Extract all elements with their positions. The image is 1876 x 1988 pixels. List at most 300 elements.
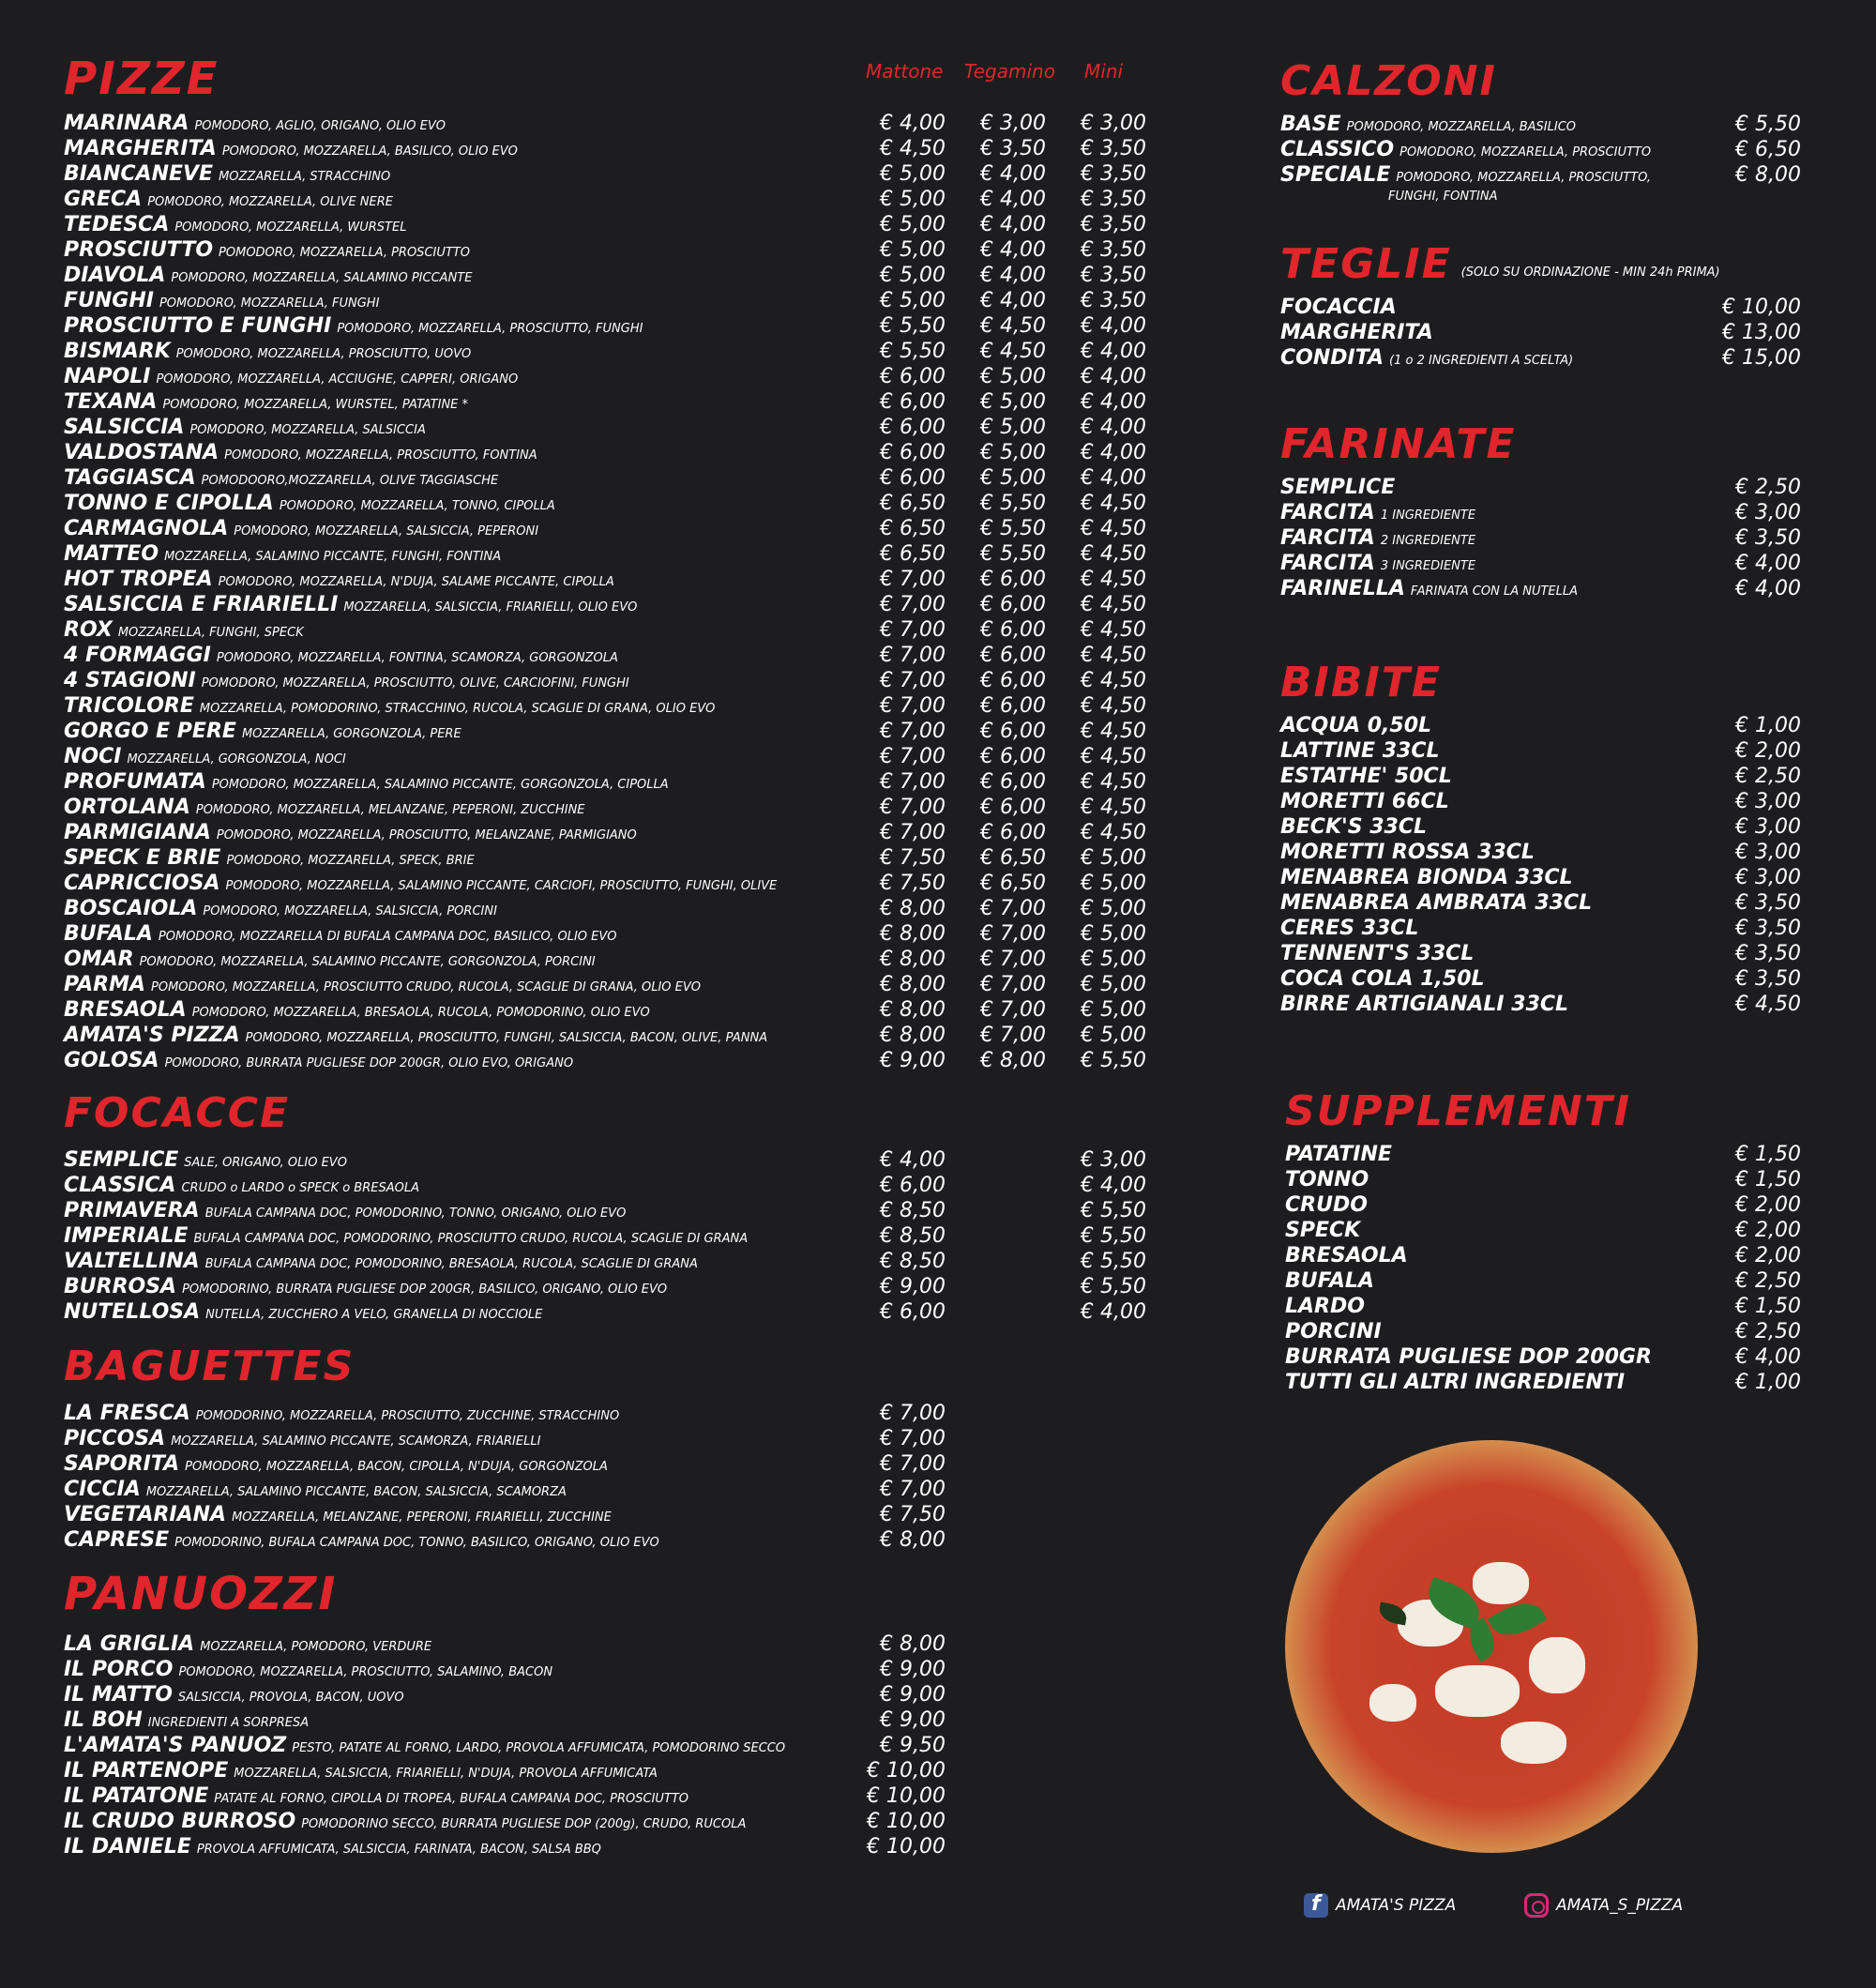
item-name: IL DANIELE xyxy=(64,1835,191,1859)
item-price: € 1,50 xyxy=(1735,1295,1801,1318)
item-price: € 2,00 xyxy=(1735,1244,1801,1267)
menu-row xyxy=(64,541,1161,567)
item-price: € 6,00 xyxy=(980,821,1046,844)
item-description: PESTO, PATATE AL FORNO, LARDO, PROVOLA AFFUMICATA, POMODORINO SECCO xyxy=(292,1741,786,1755)
item-description: POMODORO, MOZZARELLA, SPECK, BRIE xyxy=(226,854,475,868)
item-price: € 4,50 xyxy=(1081,770,1146,794)
item-description: POMODORO, MOZZARELLA, N'DUJA, SALAME PICCANTE, CIPOLLA xyxy=(218,575,614,589)
item-description: POMODORO, MOZZARELLA, PROSCIUTTO, UOVO xyxy=(175,347,472,361)
teglie-title: TEGLIE xyxy=(1280,240,1452,288)
instagram-icon xyxy=(1524,1893,1549,1918)
item-name: NUTELLOSA xyxy=(64,1300,201,1324)
item-description: MOZZARELLA, MELANZANE, PEPERONI, FRIARIELLI, ZUCCHINE xyxy=(232,1510,612,1525)
item-name: MORETTI ROSSA 33CL xyxy=(1280,841,1535,864)
item-name: GRECA xyxy=(64,188,143,211)
item-price: € 4,00 xyxy=(1081,340,1146,363)
item-name: IL PARTENOPE xyxy=(64,1759,229,1783)
item-description: POMODORO, MOZZARELLA, FUNGHI xyxy=(159,296,380,311)
menu-row xyxy=(64,1023,1161,1048)
item-price: € 10,00 xyxy=(1722,296,1801,319)
item-price: € 4,00 xyxy=(980,213,1046,236)
item-description: MOZZARELLA, POMODORO, VERDURE xyxy=(200,1640,432,1654)
item-name: TENNENT'S 33CL xyxy=(1280,942,1475,965)
menu-row xyxy=(64,947,1161,972)
item-price: € 6,50 xyxy=(1735,138,1801,161)
menu-row xyxy=(64,1758,1161,1783)
menu-row xyxy=(64,136,1161,161)
item-name: IL PATATONE xyxy=(64,1784,209,1808)
item-price: € 4,50 xyxy=(880,137,946,160)
item-description: POMODORO, MOZZARELLA, PROSCIUTTO CRUDO, RUCOLA, SCAGLIE DI GRANA, OLIO EVO xyxy=(151,980,702,994)
item-price: € 4,00 xyxy=(1735,577,1801,600)
item-price: € 9,50 xyxy=(880,1734,946,1757)
item-price: € 5,00 xyxy=(1081,1024,1146,1047)
item-price: € 3,50 xyxy=(1081,213,1146,236)
menu-row xyxy=(64,1502,1161,1527)
item-price: € 4,00 xyxy=(1735,1345,1801,1369)
menu-row xyxy=(64,263,1161,288)
item-name: BRESAOLA xyxy=(64,998,187,1022)
item-price: € 7,00 xyxy=(980,998,1046,1022)
item-description: POMODORO, MOZZARELLA, PROSCIUTTO, FUNGHI, SALSICCIA, BACON, OLIVE, PANNA xyxy=(245,1031,768,1045)
item-description: POMODORO, MOZZARELLA, SALAMINO PICCANTE, GORGONZOLA, PORCINI xyxy=(139,955,596,969)
item-description: POMODORO, BURRATA PUGLIESE DOP 200GR, OLIO EVO, ORIGANO xyxy=(164,1056,574,1070)
item-price: € 7,00 xyxy=(880,1452,946,1476)
item-name: PATATINE xyxy=(1285,1143,1392,1166)
menu-row xyxy=(64,1657,1161,1682)
item-description: POMODORINO SECCO, BURRATA PUGLIESE DOP (200g), CRUDO, RUCOLA xyxy=(301,1817,747,1831)
menu-row xyxy=(1280,840,1806,865)
item-price: € 9,00 xyxy=(880,1683,946,1707)
item-price: € 6,00 xyxy=(880,1174,946,1197)
item-description: MOZZARELLA, STRACCHINO xyxy=(219,170,391,184)
farinate-title: FARINATE xyxy=(1280,420,1517,468)
item-description: CRUDO o LARDO o SPECK o BRESAOLA xyxy=(181,1181,419,1195)
baguettes-title: BAGUETTES xyxy=(64,1343,356,1390)
item-name: MARGHERITA xyxy=(1280,321,1433,344)
item-name: BISMARK xyxy=(64,340,171,363)
item-description: POMODORO, MOZZARELLA, PROSCIUTTO, FUNGHI xyxy=(337,322,643,336)
item-price: € 4,00 xyxy=(980,238,1046,262)
item-price: € 4,50 xyxy=(1735,993,1801,1016)
menu-row-continued xyxy=(1280,188,1806,206)
menu-row xyxy=(64,719,1161,744)
item-price: € 8,00 xyxy=(880,973,946,996)
item-price: € 6,00 xyxy=(980,669,1046,692)
item-price: € 9,00 xyxy=(880,1049,946,1072)
menu-row xyxy=(1280,916,1806,941)
focacce-title: FOCACCE xyxy=(64,1089,291,1137)
menu-row xyxy=(64,313,1161,339)
item-name: BURROSA xyxy=(64,1275,177,1298)
item-price: € 3,50 xyxy=(1735,942,1801,965)
item-name: BECK'S 33CL xyxy=(1280,815,1428,839)
item-description: MOZZARELLA, GORGONZOLA, NOCI xyxy=(127,752,346,766)
menu-row xyxy=(1280,345,1806,371)
menu-row xyxy=(64,389,1161,415)
menu-row xyxy=(1280,475,1806,500)
item-price: € 6,00 xyxy=(880,365,946,388)
menu-row xyxy=(64,693,1161,719)
menu-row xyxy=(64,845,1161,871)
pizze-list xyxy=(64,111,1161,1073)
menu-row xyxy=(64,187,1161,212)
menu-row xyxy=(64,1707,1161,1733)
bibite-list xyxy=(1280,713,1806,1017)
item-price: € 5,50 xyxy=(980,517,1046,540)
item-name: TONNO E CIPOLLA xyxy=(64,492,274,515)
item-price: € 2,50 xyxy=(1735,476,1801,499)
item-price: € 7,00 xyxy=(980,897,1046,920)
item-price: € 7,00 xyxy=(880,644,946,667)
item-price: € 4,00 xyxy=(1081,416,1146,439)
item-price: € 5,50 xyxy=(1735,113,1801,136)
calzoni-title: CALZONI xyxy=(1280,57,1497,105)
menu-row xyxy=(64,643,1161,668)
supplementi-section xyxy=(1285,1087,1806,1395)
item-price: € 6,50 xyxy=(880,492,946,515)
item-price: € 3,00 xyxy=(1735,841,1801,864)
item-name: PROSCIUTTO E FUNGHI xyxy=(64,314,332,338)
item-price: € 7,00 xyxy=(880,796,946,819)
item-description: BUFALA CAMPANA DOC, POMODORINO, TONNO, ORIGANO, OLIO EVO xyxy=(204,1206,627,1221)
item-name: CRUDO xyxy=(1285,1193,1368,1217)
menu-row xyxy=(64,567,1161,592)
item-price: € 1,00 xyxy=(1735,714,1801,737)
item-name: PROSCIUTTO xyxy=(64,238,214,262)
item-description: POMODORO, MOZZARELLA, ACCIUGHE, CAPPERI, ORIGANO xyxy=(156,372,519,387)
menu-row xyxy=(1280,966,1806,992)
item-name: IMPERIALE xyxy=(64,1224,189,1248)
item-description: POMODORO, MOZZARELLA, SALSICCIA, PORCINI xyxy=(203,904,497,918)
item-description: BUFALA CAMPANA DOC, POMODORINO, BRESAOLA, RUCOLA, SCAGLIE DI GRANA xyxy=(204,1257,698,1271)
menu-row xyxy=(1285,1218,1806,1243)
item-name: SEMPLICE xyxy=(64,1148,179,1172)
item-name: IL BOH xyxy=(64,1708,143,1732)
menu-row xyxy=(1280,295,1806,320)
menu-row xyxy=(1285,1268,1806,1294)
item-name: TRICOLORE xyxy=(64,694,194,718)
item-price: € 5,00 xyxy=(1081,872,1146,895)
item-name: IL PORCO xyxy=(64,1658,174,1681)
item-description: SALE, ORIGANO, OLIO EVO xyxy=(184,1156,347,1170)
item-name: FOCACCIA xyxy=(1280,296,1397,319)
item-price: € 6,50 xyxy=(980,846,1046,870)
item-name: ESTATHE' 50CL xyxy=(1280,765,1452,788)
item-description: POMODORO, MOZZARELLA, WURSTEL xyxy=(174,220,407,235)
item-name: ORTOLANA xyxy=(64,796,190,819)
item-description: POMODORO, MOZZARELLA, BACON, CIPOLLA, N'DUJA, GORGONZOLA xyxy=(185,1460,608,1474)
supplementi-list xyxy=(1285,1142,1806,1395)
item-name: LA FRESCA xyxy=(64,1402,190,1425)
item-name: BOSCAIOLA xyxy=(64,897,198,920)
item-name: CLASSICO xyxy=(1280,138,1395,161)
menu-row xyxy=(64,465,1161,491)
item-price: € 4,50 xyxy=(1081,542,1146,566)
item-price: € 5,50 xyxy=(880,314,946,338)
item-price: € 3,50 xyxy=(1081,137,1146,160)
menu-row xyxy=(64,111,1161,136)
item-price: € 7,50 xyxy=(880,1503,946,1526)
menu-row xyxy=(64,1173,1161,1198)
item-name: BRESAOLA xyxy=(1285,1244,1408,1267)
item-price: € 3,50 xyxy=(1081,289,1146,312)
item-description: POMODORO, MOZZARELLA, TONNO, CIPOLLA xyxy=(279,499,555,513)
instagram-link[interactable] xyxy=(1524,1893,1683,1918)
item-price: € 6,50 xyxy=(880,542,946,566)
item-name: NAPOLI xyxy=(64,365,151,388)
item-price: € 5,00 xyxy=(880,264,946,287)
item-price: € 15,00 xyxy=(1722,346,1801,370)
item-price: € 6,00 xyxy=(880,466,946,490)
item-price: € 5,00 xyxy=(880,162,946,186)
farinate-section xyxy=(1280,420,1806,601)
item-name: ROX xyxy=(64,618,113,642)
item-price: € 6,00 xyxy=(980,593,1046,616)
item-description: POMODORO, MOZZARELLA, SALSICCIA xyxy=(189,423,426,437)
item-description: POMODORO, MOZZARELLA, SALAMINO PICCANTE, GORGONZOLA, CIPOLLA xyxy=(211,778,669,792)
item-price: € 5,00 xyxy=(1081,948,1146,971)
item-price: € 7,00 xyxy=(880,1427,946,1450)
item-description: POMODORO, MOZZARELLA, PROSCIUTTO xyxy=(1399,145,1652,159)
item-price: € 6,50 xyxy=(880,517,946,540)
item-price: € 5,00 xyxy=(880,238,946,262)
item-name: MATTEO xyxy=(64,542,159,566)
item-price: € 6,00 xyxy=(880,441,946,464)
item-price: € 6,00 xyxy=(980,644,1046,667)
item-price: € 4,00 xyxy=(1081,365,1146,388)
item-name: TEXANA xyxy=(64,390,158,414)
item-price: € 5,50 xyxy=(1081,1275,1146,1298)
menu-row xyxy=(1285,1344,1806,1370)
item-price: € 8,50 xyxy=(880,1199,946,1222)
menu-row xyxy=(1280,162,1806,188)
item-price: € 7,00 xyxy=(980,973,1046,996)
item-price: € 1,00 xyxy=(1735,1371,1801,1394)
menu-row xyxy=(1280,865,1806,890)
item-price: € 6,00 xyxy=(980,745,1046,768)
item-name: ACQUA 0,50L xyxy=(1280,714,1432,737)
item-price: € 3,50 xyxy=(1735,891,1801,915)
item-price: € 5,00 xyxy=(980,466,1046,490)
item-price: € 4,00 xyxy=(980,289,1046,312)
item-name: TEDESCA xyxy=(64,213,170,236)
item-name: MARGHERITA xyxy=(64,137,217,160)
item-price: € 5,00 xyxy=(980,365,1046,388)
item-name: CAPRICCIOSA xyxy=(64,872,220,895)
menu-row xyxy=(64,1147,1161,1173)
menu-row xyxy=(64,1733,1161,1758)
item-price: € 7,00 xyxy=(880,770,946,794)
item-price: € 3,50 xyxy=(1081,264,1146,287)
item-price: € 8,50 xyxy=(880,1250,946,1273)
item-price: € 7,00 xyxy=(980,948,1046,971)
item-price: € 6,00 xyxy=(880,390,946,414)
item-price: € 7,00 xyxy=(880,669,946,692)
menu-row xyxy=(1280,500,1806,525)
menu-row xyxy=(1280,576,1806,601)
pizze-title: PIZZE xyxy=(64,53,219,105)
item-price: € 1,50 xyxy=(1735,1168,1801,1191)
menu-row xyxy=(1280,764,1806,789)
menu-row xyxy=(1280,941,1806,966)
calzoni-list xyxy=(1280,112,1806,206)
margherita-pizza-photo xyxy=(1285,1440,1698,1853)
item-price: € 5,00 xyxy=(980,390,1046,414)
menu-row xyxy=(64,440,1161,465)
item-name: SPECIALE xyxy=(1280,163,1391,187)
facebook-handle: AMATA'S PIZZA xyxy=(1336,1896,1457,1915)
item-description: POMODORO, MOZZARELLA, WURSTEL, PATATINE * xyxy=(162,398,469,412)
item-name: SAPORITA xyxy=(64,1452,180,1476)
item-name: BIRRE ARTIGIANALI 33CL xyxy=(1280,993,1569,1016)
item-description: POMODORO, MOZZARELLA, SALSICCIA, PEPERONI xyxy=(234,524,539,539)
item-name: FARCITA xyxy=(1280,501,1375,524)
menu-row xyxy=(1285,1167,1806,1192)
menu-row xyxy=(1280,789,1806,814)
teglie-note: (SOLO SU ORDINAZIONE - MIN 24h PRIMA) xyxy=(1460,266,1720,280)
item-description: POMODORO, MOZZARELLA, BASILICO xyxy=(1346,120,1577,134)
item-description: (1 o 2 INGREDIENTI A SCELTA) xyxy=(1389,354,1574,368)
menu-row xyxy=(64,339,1161,364)
item-price: € 6,00 xyxy=(880,1300,946,1324)
item-price: € 6,00 xyxy=(880,416,946,439)
item-price: € 3,50 xyxy=(1081,238,1146,262)
item-price: € 7,00 xyxy=(880,568,946,591)
item-price: € 3,00 xyxy=(1081,1148,1146,1172)
item-price: € 5,00 xyxy=(1081,922,1146,946)
item-price: € 4,50 xyxy=(1081,821,1146,844)
item-description: POMODORO, MOZZARELLA, PROSCIUTTO, SALAMINO, BACON xyxy=(178,1665,553,1679)
item-price: € 1,50 xyxy=(1735,1143,1801,1166)
item-price: € 3,00 xyxy=(980,112,1046,135)
item-description: PROVOLA AFFUMICATA, SALSICCIA, FARINATA, BACON, SALSA BBQ xyxy=(196,1843,601,1857)
item-price: € 3,50 xyxy=(1735,526,1801,550)
item-description-continued: FUNGHI, FONTINA xyxy=(1388,190,1498,204)
item-name: PRIMAVERA xyxy=(64,1199,200,1222)
item-name: BIANCANEVE xyxy=(64,162,214,186)
item-name: NOCI xyxy=(64,745,122,768)
item-name: MENABREA BIONDA 33CL xyxy=(1280,866,1573,889)
item-price: € 4,00 xyxy=(880,112,946,135)
item-price: € 5,00 xyxy=(1081,897,1146,920)
menu-row xyxy=(1280,713,1806,738)
item-price: € 4,50 xyxy=(1081,517,1146,540)
item-price: € 7,00 xyxy=(980,922,1046,946)
menu-row xyxy=(64,1223,1161,1249)
item-price: € 5,00 xyxy=(1081,846,1146,870)
item-price: € 10,00 xyxy=(867,1835,946,1859)
item-name: CAPRESE xyxy=(64,1528,170,1552)
menu-row xyxy=(64,1048,1161,1073)
item-price: € 8,00 xyxy=(880,1528,946,1552)
menu-row xyxy=(1280,814,1806,840)
menu-row xyxy=(1285,1294,1806,1319)
item-description: MOZZARELLA, FUNGHI, SPECK xyxy=(117,626,304,640)
bibite-section xyxy=(1280,659,1806,1017)
item-price: € 3,50 xyxy=(980,137,1046,160)
menu-row xyxy=(64,820,1161,845)
item-price: € 4,50 xyxy=(1081,669,1146,692)
item-price: € 7,00 xyxy=(880,821,946,844)
item-description: POMODORO, AGLIO, ORIGANO, OLIO EVO xyxy=(194,119,446,133)
item-description: INGREDIENTI A SORPRESA xyxy=(147,1716,310,1730)
facebook-icon xyxy=(1304,1893,1328,1918)
item-name: IL CRUDO BURROSO xyxy=(64,1810,296,1833)
col-header-mattone: Mattone xyxy=(866,60,944,83)
item-name: PORCINI xyxy=(1285,1320,1382,1343)
item-price: € 2,00 xyxy=(1735,739,1801,763)
item-price: € 5,50 xyxy=(1081,1250,1146,1273)
item-price: € 10,00 xyxy=(867,1810,946,1833)
item-price: € 8,00 xyxy=(1735,163,1801,187)
menu-row xyxy=(64,1249,1161,1274)
teglie-list xyxy=(1280,295,1806,371)
menu-row xyxy=(64,896,1161,921)
focacce-section xyxy=(64,1089,1161,1325)
item-description: POMODORO, MOZZARELLA, PROSCIUTTO, xyxy=(1396,171,1651,185)
item-price: € 4,50 xyxy=(980,314,1046,338)
item-name: BUFALA xyxy=(64,922,153,946)
menu-row xyxy=(64,237,1161,263)
item-description: 2 INGREDIENTE xyxy=(1380,534,1476,548)
item-description: POMODORO, MOZZARELLA, SALAMINO PICCANTE xyxy=(171,271,473,285)
item-name: TONNO xyxy=(1285,1168,1369,1191)
item-price: € 6,00 xyxy=(980,720,1046,743)
item-price: € 7,00 xyxy=(880,618,946,642)
item-name: MORETTI 66CL xyxy=(1280,790,1449,813)
item-description: POMODORO, MOZZARELLA, BASILICO, OLIO EVO xyxy=(221,144,518,159)
item-price: € 3,50 xyxy=(1735,917,1801,940)
item-name: 4 FORMAGGI xyxy=(64,644,211,667)
item-description: POMODORO, MOZZARELLA, PROSCIUTTO xyxy=(219,246,470,260)
item-name: BURRATA PUGLIESE DOP 200GR xyxy=(1285,1345,1652,1369)
item-description: POMODORO, MOZZARELLA, PROSCIUTTO, OLIVE, CARCIOFINI, FUNGHI xyxy=(201,676,629,690)
item-price: € 9,00 xyxy=(880,1708,946,1732)
item-price: € 4,50 xyxy=(1081,694,1146,718)
menu-row xyxy=(64,288,1161,313)
menu-row xyxy=(1280,112,1806,137)
item-description: MOZZARELLA, SALAMINO PICCANTE, FUNGHI, FONTINA xyxy=(164,550,502,564)
menu-row xyxy=(64,1809,1161,1834)
menu-row xyxy=(1280,525,1806,551)
item-price: € 4,00 xyxy=(1081,1174,1146,1197)
menu-row xyxy=(64,1274,1161,1299)
menu-row xyxy=(1285,1243,1806,1268)
menu-row xyxy=(64,1299,1161,1325)
menu-row xyxy=(64,1527,1161,1553)
item-name: TUTTI GLI ALTRI INGREDIENTI xyxy=(1285,1371,1626,1394)
item-price: € 4,00 xyxy=(1081,466,1146,490)
item-price: € 5,50 xyxy=(980,542,1046,566)
baguettes-section xyxy=(64,1343,1161,1553)
menu-row xyxy=(64,1834,1161,1859)
item-price: € 4,50 xyxy=(1081,745,1146,768)
item-description: POMODOORO,MOZZARELLA, OLIVE TAGGIASCHE xyxy=(201,474,499,488)
item-price: € 3,00 xyxy=(1735,815,1801,839)
focacce-list xyxy=(64,1147,1161,1325)
pizze-section xyxy=(64,53,1161,1073)
menu-row xyxy=(64,1401,1161,1426)
item-price: € 7,00 xyxy=(880,1478,946,1501)
menu-row xyxy=(64,592,1161,617)
item-price: € 5,50 xyxy=(1081,1199,1146,1222)
item-name: LATTINE 33CL xyxy=(1280,739,1440,763)
teglie-section xyxy=(1280,240,1806,371)
item-description: POMODORINO, MOZZARELLA, PROSCIUTTO, ZUCCHINE, STRACCHINO xyxy=(195,1409,620,1423)
facebook-link[interactable] xyxy=(1304,1893,1456,1918)
item-price: € 6,00 xyxy=(980,618,1046,642)
